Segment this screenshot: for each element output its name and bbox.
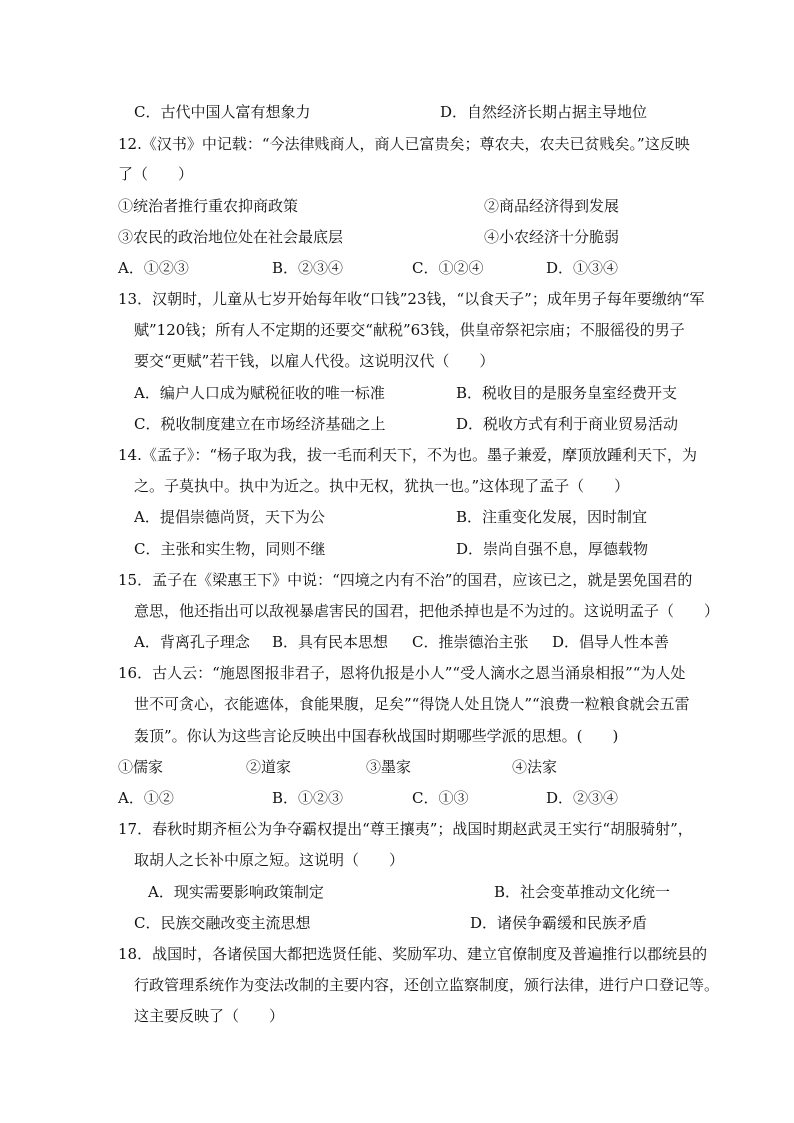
q13-option-d: D．税收方式有利于商业贸易活动 — [456, 415, 679, 433]
q13-stem-line3: 要交“更赋”若干钱，以雇人代役。这说明汉代（ ） — [134, 352, 495, 370]
q16-item-4: ④法家 — [512, 758, 558, 776]
q17-stem-line2: 取胡人之长补中原之短。这说明（ ） — [134, 851, 405, 869]
q12-stem-line1: 12.《汉书》中记载：“今法律贱商人，商人已富贵矣；尊农夫，农夫已贫贱矣。”这反映 — [118, 135, 690, 153]
q14-option-c: C．主张和实生物，同则不继 — [134, 540, 326, 558]
q18-stem-line1: 18．战国时，各诸侯国大都把选贤任能、奖励军功、建立官僚制度及普遍推行以郡统县的 — [118, 945, 708, 963]
q12-item-1: ①统治者推行重农抑商政策 — [118, 197, 299, 215]
q14-stem-line2: 之。子莫执中。执中为近之。执中无权，犹执一也。”这体现了孟子（ ） — [134, 477, 630, 495]
q18-stem-line3: 这主要反映了（ ） — [134, 1007, 285, 1025]
q12-option-c: C．①②④ — [412, 259, 484, 277]
q13-stem-line2: 赋”120钱；所有人不定期的还要交“献税”63钱，供皇帝祭祀宗庙；不服徭役的男子 — [134, 321, 685, 339]
q16-stem-line3: 轰顶”。你认为这些言论反映出中国春秋战国时期哪些学派的思想。( ) — [134, 727, 619, 745]
q16-option-d: D．②③④ — [546, 789, 619, 807]
q17-option-a: A．现实需要影响政策制定 — [148, 883, 324, 901]
q11-option-c: C．古代中国人富有想象力 — [134, 103, 311, 121]
q17-stem-line1: 17．春秋时期齐桓公为争夺霸权提出“尊王攘夷”；战国时期赵武灵王实行“胡服骑射”， — [118, 820, 693, 838]
q12-option-a: A．①②③ — [118, 259, 189, 277]
q12-option-b: B．②③④ — [272, 259, 344, 277]
q15-option-b: B．具有民本思想 — [272, 633, 389, 651]
q13-option-c: C．税收制度建立在市场经济基础之上 — [134, 415, 386, 433]
q15-stem-line2: 意思，他还指出可以敌视暴虐害民的国君，把他杀掉也是不为过的。这说明孟子（ ） — [134, 602, 720, 620]
q15-option-d: D．倡导人性本善 — [552, 633, 670, 651]
q15-option-a: A．背离孔子理念 — [134, 633, 250, 651]
q17-option-d: D．诸侯争霸缓和民族矛盾 — [470, 914, 648, 932]
q14-option-a: A．提倡崇德尚贤，天下为公 — [134, 508, 325, 526]
q12-item-3: ③农民的政治地位处在社会最底层 — [118, 228, 344, 246]
q15-stem-line1: 15．孟子在《梁惠王下》中说：“四境之内有不治”的国君，应该已之，就是罢免国君的 — [118, 571, 693, 589]
q15-option-c: C．推崇德治主张 — [412, 633, 529, 651]
q13-stem-line1: 13．汉朝时，儿童从七岁开始每年收“口钱”23钱，“以食天子”；成年男子每年要缴纳“军 — [118, 290, 705, 308]
q17-option-b: B．社会变革推动文化统一 — [494, 883, 671, 901]
q16-option-a: A．①② — [118, 789, 174, 807]
q18-stem-line2: 行政管理系统作为变法改制的主要内容，还创立监察制度，颁行法律，进行户口登记等。 — [134, 976, 720, 994]
q11-option-d: D．自然经济长期占据主导地位 — [440, 103, 648, 121]
q16-option-b: B．①②③ — [272, 789, 344, 807]
q14-stem-line1: 14.《孟子》：“杨子取为我，拔一毛而利天下，不为也。墨子兼爱，摩顶放踵利天下，为 — [118, 446, 698, 464]
q16-item-3: ③墨家 — [366, 758, 412, 776]
q16-stem-line2: 世不可贪心，衣能遮体，食能果腹，足矣”“得饶人处且饶人”“浪费一粒粮食就会五雷 — [134, 695, 690, 713]
q12-item-4: ④小农经济十分脆弱 — [484, 228, 620, 246]
q17-option-c: C．民族交融改变主流思想 — [134, 914, 311, 932]
q12-item-2: ②商品经济得到发展 — [484, 197, 620, 215]
q14-option-b: B．注重变化发展，因时制宜 — [456, 508, 648, 526]
q13-option-a: A．编户人口成为赋税征收的唯一标准 — [134, 384, 385, 402]
q14-option-d: D．崇尚自强不息，厚德载物 — [456, 540, 649, 558]
q16-item-1: ①儒家 — [118, 758, 164, 776]
q13-option-b: B．税收目的是服务皇室经费开支 — [456, 384, 678, 402]
q16-option-c: C．①③ — [412, 789, 469, 807]
q16-item-2: ②道家 — [246, 758, 292, 776]
q16-stem-line1: 16．古人云：“施恩图报非君子，恩将仇报是小人”“受人滴水之恩当涌泉相报”“为人处 — [118, 664, 686, 682]
q12-option-d: D．①③④ — [546, 259, 619, 277]
q12-stem-line2: 了（ ） — [118, 165, 194, 183]
